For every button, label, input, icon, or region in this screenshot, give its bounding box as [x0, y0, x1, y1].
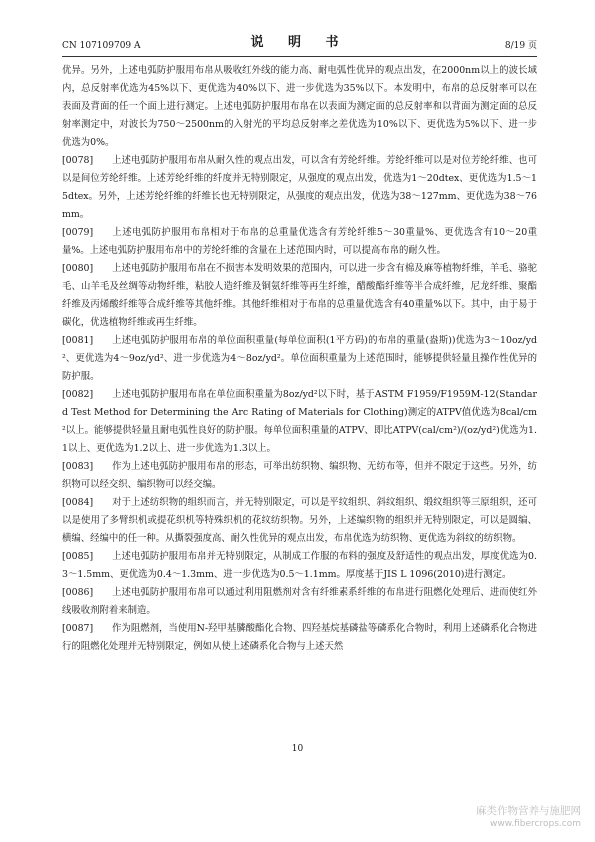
paragraph-text: 上述电弧防护服用布帛在单位面积重量为8oz/yd²以下时，基于ASTM F1959/F1959M-12(Standard Test Method for Determining the Arc Rating of Materials for Clothing)测定的ATPV值优选为8cal/cm²以上。能够提供轻量且耐电弧性良好的防护服。每单位面积重量的ATPV、即比ATPV(cal/cm²)/(oz/yd²)优选为1.1以上、更优选为1.2以上、进一步优选为1.3以上。 — [62, 389, 537, 454]
paragraph-0081 — [62, 332, 537, 386]
paragraph-number: [0079] — [62, 227, 94, 238]
paragraph-text: 作为上述电弧防护服用布帛的形态，可举出纺织物、编织物、无纺布等，但并不限定于这些。另外，纺织物可以经交织、编织物可以经交编。 — [62, 461, 537, 490]
paragraph-continued — [62, 62, 537, 152]
paragraph-number: [0087] — [62, 623, 94, 634]
paragraph-text: 上述电弧防护服用布帛的单位面积重量(每单位面积(1平方码)的布帛的重量(盎斯))优选为3～10oz/yd²、更优选为4～9oz/yd²、进一步优选为4～8oz/yd²。单位面积重量为上述范围时，能够提供轻量且操作性优异的防护服。 — [62, 335, 537, 382]
paragraph-text: 对于上述纺织物的组织而言，并无特别限定，可以是平纹组织、斜纹组织、缎纹组织等三原组织，还可以是使用了多臂织机或提花织机等特殊织机的花纹纺织物。另外，上述编织物的组织并无特别限定，可以是圆编、横编、经编中的任一种。从撕裂强度高、耐久性优异的观点出发，布帛优选为纺织物、更优选为斜纹的纺织物。 — [62, 497, 537, 544]
paragraph-text: 上述电弧防护服用布帛从耐久性的观点出发，可以含有芳纶纤维。芳纶纤维可以是对位芳纶纤维、也可以是间位芳纶纤维。上述芳纶纤维的纤度并无特别限定，从强度的观点出发，优选为1～20dtex、更优选为1.5～15dtex。另外，上述芳纶纤维的纤维长也无特别限定，从强度的观点出发，优选为38～127mm、更优选为38～76mm。 — [62, 155, 537, 220]
paragraph-0080 — [62, 260, 537, 332]
paragraph-text: 上述电弧防护服用布帛相对于布帛的总重量优选含有芳纶纤维5～30重量%、更优选含有10～20重量%。上述电弧防护服用布帛中的芳纶纤维的含量在上述范围内时，可以提高布帛的耐久性。 — [62, 227, 537, 256]
document-body — [62, 62, 537, 656]
paragraph-number: [0083] — [62, 461, 94, 472]
paragraph-number: [0084] — [62, 497, 94, 508]
document-number: CN 107109709 A — [62, 41, 141, 51]
paragraph-number: [0078] — [62, 155, 94, 166]
paragraph-0087 — [62, 620, 537, 656]
paragraph-0086 — [62, 584, 537, 620]
watermark-url: www.fibercrops.com — [490, 819, 581, 829]
page-reference: 8/19 页 — [504, 41, 537, 51]
document-title: 说 明 书 — [250, 35, 349, 50]
paragraph-text: 上述电弧防护服用布帛可以通过利用阻燃剂对含有纤维素系纤维的布帛进行阻燃化处理后、进而使红外线吸收剂附着来制造。 — [62, 587, 537, 616]
watermark — [476, 805, 581, 830]
paragraph-text: 作为阻燃剂，当使用N-羟甲基膦酸酯化合物、四羟基烷基磷盐等磷系化合物时，利用上述磷系化合物进行的阻燃化处理并无特别限定，例如从使上述磷系化合物与上述天然 — [62, 623, 537, 652]
paragraph-0084 — [62, 494, 537, 548]
paragraph-0085 — [62, 548, 537, 584]
paragraph-number: [0085] — [62, 551, 94, 562]
paragraph-0083 — [62, 458, 537, 494]
paragraph-number: [0081] — [62, 335, 94, 346]
paragraph-text: 上述电弧防护服用布帛在不损害本发明效果的范围内，可以进一步含有棉及麻等植物纤维，羊毛、骆驼毛、山羊毛及丝绸等动物纤维，粘胶人造纤维及铜氨纤维等再生纤维，醋酸酯纤维等半合成纤维，尼龙纤维、聚酯纤维及丙烯酸纤维等合成纤维等其他纤维。其他纤维相对于布帛的总重量优选含有40重量%以下。其中，由于易于碳化，优选植物纤维或再生纤维。 — [62, 263, 537, 328]
paragraph-text: 上述电弧防护服用布帛并无特别限定，从制成工作服的布料的强度及舒适性的观点出发，厚度优选为0.3～1.5mm、更优选为0.4～1.3mm、进一步优选为0.5～1.1mm。厚度基于JIS L 1096(2010)进行测定。 — [62, 551, 537, 580]
paragraph-text: 优异。另外，上述电弧防护服用布帛从吸收红外线的能力高、耐电弧性优异的观点出发，在2000nm以上的波长域内，总反射率优选为45%以下、更优选为40%以下、进一步优选为35%以下。本发明中，布帛的总反射率可以在表面及背面的任一个面上进行测定。上述电弧防护服用布帛在以表面为测定面的总反射率和以背面为测定面的总反射率测定中，对波长为750～2500nm的入射光的平均总反射率之差优选为10%以下、更优选为5%以下、进一步优选为0%。 — [62, 65, 537, 148]
paragraph-number: [0080] — [62, 263, 94, 274]
paragraph-0078 — [62, 152, 537, 224]
paragraph-0082 — [62, 386, 537, 458]
paragraph-0079 — [62, 224, 537, 260]
paragraph-number: [0082] — [62, 389, 94, 400]
header-rule — [62, 56, 537, 57]
page-header — [62, 35, 537, 56]
paragraph-number: [0086] — [62, 587, 94, 598]
page-number: 10 — [291, 744, 304, 754]
watermark-site-name: 麻类作物营养与施肥网 — [476, 805, 581, 817]
